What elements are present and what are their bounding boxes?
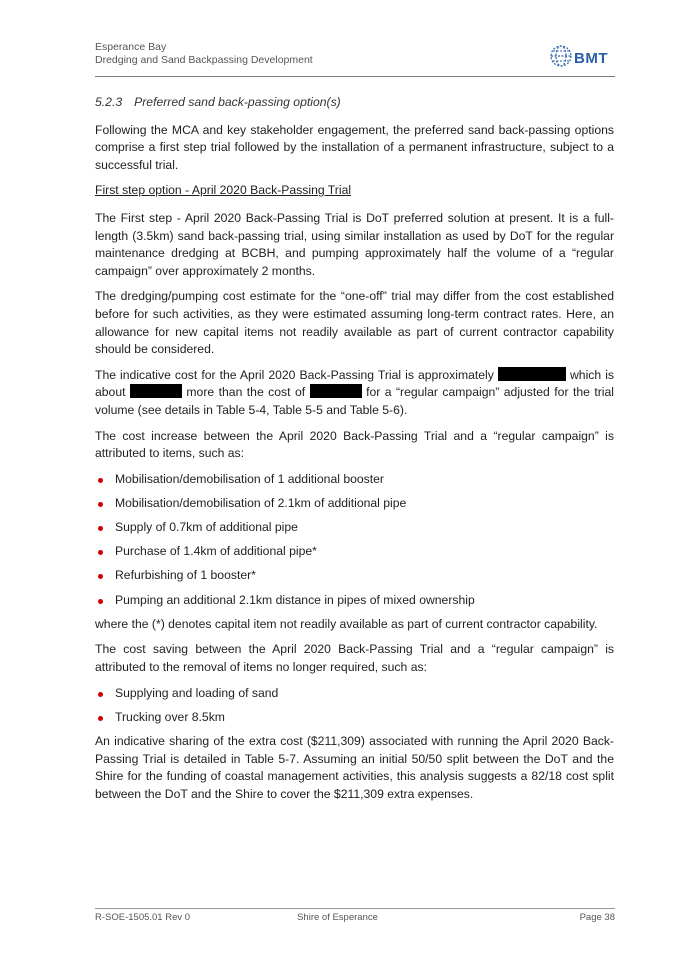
indicative-cost-paragraph xyxy=(95,367,614,420)
footer-page-number: Page 38 xyxy=(579,912,615,923)
bullet-icon xyxy=(98,478,103,483)
header-project-title: Esperance Bay xyxy=(95,41,167,53)
indicative-cost-text-2: which is about xyxy=(95,367,614,400)
list-item-text: Trucking over 8.5km xyxy=(115,709,225,724)
cost-increase-paragraph: The cost increase between the April 2020 Back-Passing Trial and a “regular campaign” is attributed to items, such as: xyxy=(95,428,614,461)
bmt-logo xyxy=(549,41,615,71)
section-title: Preferred sand back-passing option(s) xyxy=(134,95,341,109)
bullet-icon xyxy=(98,502,103,507)
list-item xyxy=(95,495,614,513)
bullet-icon xyxy=(98,692,103,697)
intro-paragraph: Following the MCA and key stakeholder engagement, the preferred sand back-passing options comprise a first step trial followed by the installation of a permanent infrastructure, subject to a successful trial. xyxy=(95,122,614,172)
indicative-cost-text-4: for a “regular campaign” adjusted for the trial volume (see details in Table 5-4, Table 5-5 and Table 5-6). xyxy=(95,385,614,417)
list-item-text: Mobilisation/demobilisation of 1 additional booster xyxy=(115,471,384,486)
cost-sharing-paragraph: An indicative sharing of the extra cost ($211,309) associated with running the April 2020 Back-Passing Trial is detailed in Table 5-7. Assuming an initial 50/50 split between the DoT and the Shire for the funding of coastal management activities, this analysis suggests a 82/18 cost split between the DoT and the Shire to cover the $211,309 extra expenses. xyxy=(95,733,614,801)
bullet-icon xyxy=(98,716,103,721)
page-body xyxy=(95,94,614,811)
footer-document-id: R-SOE-1505.01 Rev 0 xyxy=(95,912,191,923)
redacted-value xyxy=(310,384,362,398)
bullet-icon xyxy=(98,599,103,604)
list-item xyxy=(95,567,614,585)
list-item xyxy=(95,543,614,561)
cost-saving-paragraph: The cost saving between the April 2020 Back-Passing Trial and a “regular campaign” is attributed to the removal of items no longer required, such as: xyxy=(95,642,614,674)
list-item-text: Refurbishing of 1 booster* xyxy=(115,568,256,583)
header-divider xyxy=(95,76,615,77)
trial-description-paragraph: The First step - April 2020 Back-Passing Trial is DoT preferred solution at present. It is a full-length (3.5km) sand back-passing trial, using similar installation as used by DoT for the regular maintenance dredging at BCBH, and pumping approximately half the volume of a “regular campaign” over approximately 2 months. xyxy=(95,210,614,278)
list-item xyxy=(95,592,614,610)
logo-text: BMT xyxy=(574,50,608,67)
cost-estimate-paragraph: The dredging/pumping cost estimate for the “one-off” trial may differ from the cost established before for such activities, as they were estimated assuming long-term contract rates. Here, an allowance for new capital items not readily available as part of current contractor capability should be considered. xyxy=(95,289,614,357)
bullet-icon xyxy=(98,574,103,579)
footer-client: Shire of Esperance xyxy=(297,912,378,923)
subheading: First step option - April 2020 Back-Passing Trial xyxy=(95,183,352,198)
bullet-icon xyxy=(98,550,103,555)
list-item xyxy=(95,709,614,727)
footer-divider xyxy=(95,908,615,909)
list-item-text: Supply of 0.7km of additional pipe xyxy=(115,520,298,535)
bullet-icon xyxy=(98,526,103,531)
redacted-value xyxy=(498,367,566,381)
list-item xyxy=(95,685,614,703)
list-item-text: Mobilisation/demobilisation of 2.1km of additional pipe xyxy=(115,495,407,510)
list-item-text: Supplying and loading of sand xyxy=(115,685,279,700)
list-item xyxy=(95,471,614,489)
section-heading xyxy=(95,94,614,112)
cost-increase-list xyxy=(95,471,614,610)
redacted-value xyxy=(130,384,182,398)
page-header xyxy=(95,41,615,75)
list-item-text: Pumping an additional 2.1km distance in pipes of mixed ownership xyxy=(115,592,475,607)
capital-item-note: where the (*) denotes capital item not readily available as part of current contractor capability. xyxy=(95,616,598,631)
section-number: 5.2.3 xyxy=(95,95,123,109)
list-item xyxy=(95,519,614,537)
indicative-cost-text-1: The indicative cost for the April 2020 Back-Passing Trial is approximately xyxy=(95,367,494,382)
indicative-cost-text-3: more than the cost of xyxy=(186,385,306,400)
list-item-text: Purchase of 1.4km of additional pipe* xyxy=(115,544,317,559)
header-project-subtitle: Dredging and Sand Backpassing Development xyxy=(95,54,313,66)
cost-saving-list xyxy=(95,685,614,727)
globe-icon xyxy=(549,43,573,69)
